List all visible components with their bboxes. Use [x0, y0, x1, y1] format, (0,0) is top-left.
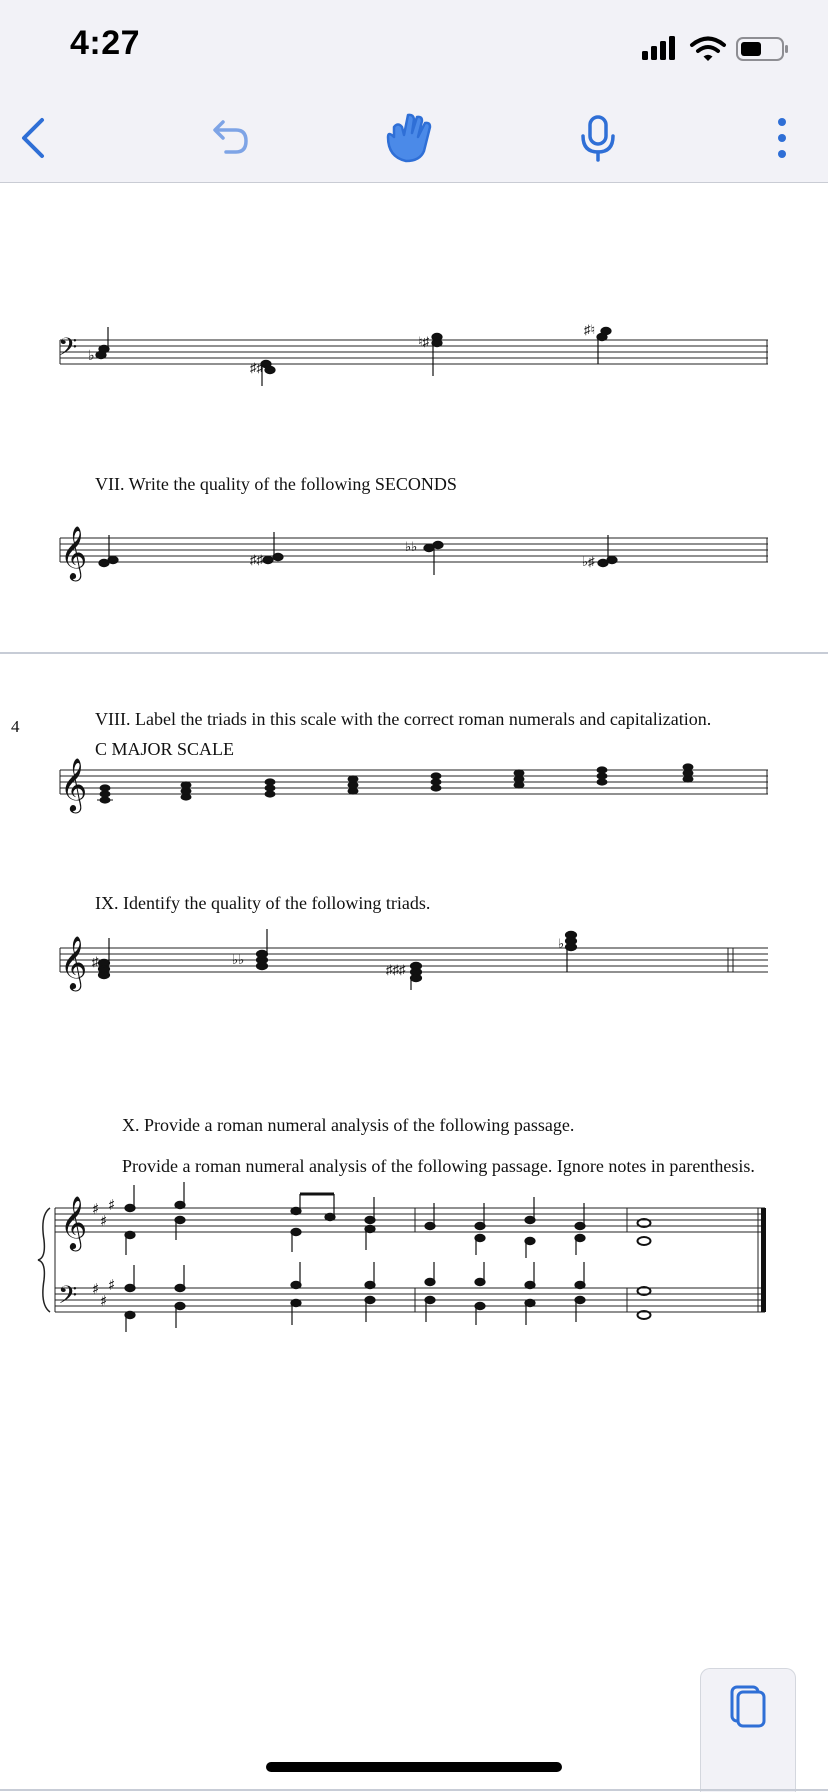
section-x-heading: X. Provide a roman numeral analysis of the following passage.	[122, 1115, 575, 1135]
pages-icon	[728, 1683, 768, 1729]
treble-clef-icon: 𝄞	[60, 525, 88, 579]
treble-clef-icon: 𝄞	[60, 757, 88, 811]
svg-text:♯: ♯	[100, 1212, 108, 1230]
bass-clef-icon: 𝄢	[58, 333, 78, 368]
svg-text:♭: ♭	[88, 349, 95, 364]
section-x-instructions: Provide a roman numeral analysis of the following passage. Ignore notes in parenthesis.	[122, 1156, 755, 1176]
bass-clef-icon: 𝄢	[58, 1281, 78, 1316]
home-indicator[interactable]	[266, 1762, 562, 1772]
staff-c-major-scale	[60, 770, 768, 794]
svg-text:♯: ♯	[92, 1280, 100, 1298]
svg-text:♯♯: ♯♯	[250, 360, 263, 375]
svg-text:♭: ♭	[558, 936, 565, 951]
page-divider	[0, 652, 828, 654]
svg-text:♯: ♯	[92, 1200, 100, 1218]
pages-button[interactable]	[700, 1668, 796, 1792]
staff-bass-intervals	[60, 340, 768, 364]
scale-label: C MAJOR SCALE	[95, 739, 235, 759]
page-number: 4	[11, 717, 20, 736]
svg-text:♮♯: ♮♯	[418, 334, 430, 349]
svg-text:♯: ♯	[92, 954, 99, 969]
svg-text:♯♯: ♯♯	[250, 552, 263, 567]
page-bottom-border	[0, 1789, 828, 1791]
grand-staff	[38, 1208, 765, 1312]
section-ix-heading: IX. Identify the quality of the following triads.	[95, 893, 431, 913]
treble-clef-icon: 𝄞	[60, 935, 88, 989]
svg-text:♯♮: ♯♮	[584, 322, 596, 337]
svg-text:♭♭: ♭♭	[405, 539, 418, 554]
section-vii-heading: VII. Write the quality of the following SECONDS	[95, 474, 457, 494]
svg-text:♯: ♯	[108, 1196, 116, 1214]
status-time: 4:27	[70, 24, 141, 62]
treble-clef-icon: 𝄞	[60, 1195, 88, 1249]
svg-text:♯: ♯	[100, 1292, 108, 1310]
svg-text:♯: ♯	[108, 1276, 116, 1294]
section-viii-heading: VIII. Label the triads in this scale with the correct roman numerals and capitalization.	[95, 709, 712, 729]
svg-text:♯♯♯: ♯♯♯	[386, 962, 406, 977]
svg-text:♭♯: ♭♯	[582, 554, 595, 569]
svg-text:♭♭: ♭♭	[232, 952, 245, 967]
